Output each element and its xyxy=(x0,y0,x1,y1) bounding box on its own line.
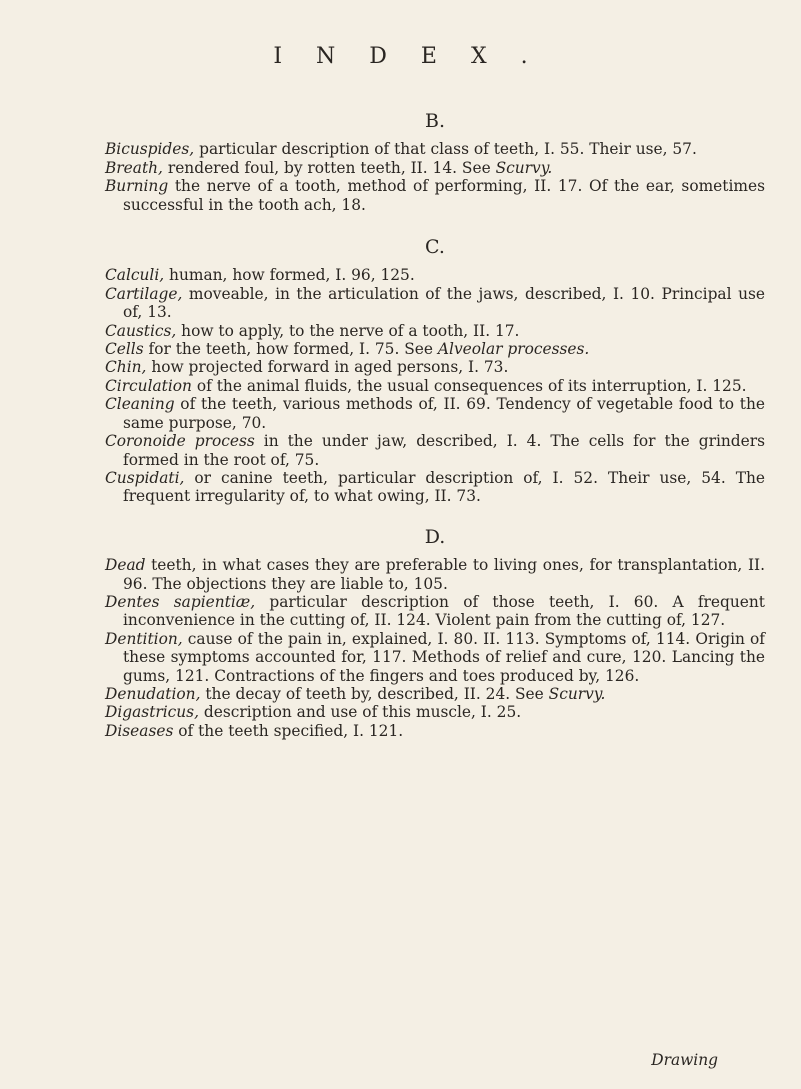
index-text: how projected forward in aged persons, I. 73. xyxy=(146,358,509,377)
index-section xyxy=(105,238,765,506)
cross-reference: Alveolar processes. xyxy=(437,340,590,359)
index-term: Breath, xyxy=(105,158,163,177)
index-text: cause of the pain in, explained, I. 80. II. 113. Symptoms of, 114. Origin of these symptoms accounted for, 117. Methods of relief and cure, 120. Lancing the gums, 121. Contractions of the fingers and toes produced by, 126. xyxy=(123,629,765,685)
index-term: Cartilage, xyxy=(105,284,183,303)
cross-reference: Scurvy. xyxy=(548,684,606,703)
index-entry xyxy=(105,556,765,593)
section-letter: B. xyxy=(424,110,445,132)
index-text: how to apply, to the nerve of a tooth, II. 17. xyxy=(176,321,520,340)
index-term: Coronoide process xyxy=(105,432,255,451)
see-prefix: See xyxy=(457,158,496,177)
index-text: rendered foul, by rotten teeth, II. 14. xyxy=(162,158,458,177)
index-term: Calculi, xyxy=(105,266,165,285)
see-prefix: See xyxy=(399,340,438,359)
index-text: of the animal fluids, the usual consequences of its interruption, I. 125. xyxy=(191,376,747,395)
index-term: Denudation, xyxy=(105,684,201,703)
index-term: Dentition, xyxy=(105,629,183,648)
index-entry xyxy=(105,266,765,284)
index-entry xyxy=(105,432,765,469)
see-prefix: See xyxy=(510,684,549,703)
index-term: Bicuspides, xyxy=(105,140,195,159)
index-entry xyxy=(105,358,765,376)
index-term: Cleaning xyxy=(105,395,175,414)
index-text: for the teeth, how formed, I. 75. xyxy=(143,340,400,359)
index-entry xyxy=(105,630,765,685)
index-entry xyxy=(105,722,765,740)
index-text: teeth, in what cases they are preferable to living ones, for transplantation, II. 96. The objections they are liable to, 105. xyxy=(123,556,765,593)
index-text: human, how formed, I. 96, 125. xyxy=(164,266,415,285)
index-term: Burning xyxy=(105,177,169,196)
index-text: moveable, in the articulation of the jaws, described, I. 10. Principal use of, 13. xyxy=(123,284,765,322)
index-text: in the under jaw, described, I. 4. The cells for the grinders formed in the root of, 75. xyxy=(123,432,765,469)
index-entry xyxy=(105,159,765,177)
index-text: particular description of that class of teeth, I. 55. Their use, 57. xyxy=(194,140,697,159)
index-term: Dead xyxy=(105,556,146,575)
index-entry xyxy=(105,285,765,322)
index-text: of the teeth specified, I. 121. xyxy=(173,721,404,740)
index-entry xyxy=(105,703,765,721)
index-entry xyxy=(105,377,765,395)
section-letter: D. xyxy=(424,525,446,548)
index-section xyxy=(105,525,765,740)
index-term: Cells xyxy=(105,340,144,359)
section-letter: C. xyxy=(425,236,445,259)
index-term: Caustics, xyxy=(105,321,177,340)
index-text: or canine teeth, particular description of, I. 52. Their use, 54. The frequent irregularity of, to what owing, II. 73. xyxy=(123,468,765,506)
index-term: Cuspidati, xyxy=(105,468,185,487)
index-entry xyxy=(105,140,765,158)
index-term: Circulation xyxy=(105,376,192,395)
index-entry xyxy=(105,395,765,432)
index-section xyxy=(105,112,765,214)
index-entry xyxy=(105,340,765,358)
catchword: Drawing xyxy=(651,1051,718,1069)
page-header: INDEX. xyxy=(273,44,562,69)
index-entry xyxy=(105,685,765,703)
index-text: of the teeth, various methods of, II. 69. Tendency of vegetable food to the same purpose, 70. xyxy=(123,395,765,432)
index-term: Chin, xyxy=(105,358,147,377)
cross-reference: Scurvy. xyxy=(495,158,553,177)
index-content xyxy=(105,112,765,740)
index-entry xyxy=(105,177,765,214)
index-term: Dentes sapientiæ, xyxy=(105,592,256,611)
index-entry xyxy=(105,593,765,630)
index-text: description and use of this muscle, I. 25. xyxy=(198,703,522,722)
index-entry xyxy=(105,469,765,506)
index-term: Diseases xyxy=(105,721,174,740)
index-text: the nerve of a tooth, method of performing, II. 17. Of the ear, sometimes successful in the tooth ach, 18. xyxy=(123,177,765,214)
index-text: the decay of teeth by, described, II. 24. xyxy=(200,684,511,703)
index-entry xyxy=(105,322,765,340)
index-term: Digastricus, xyxy=(105,703,199,722)
index-text: particular description of those teeth, I. 60. A frequent inconvenience in the cutting of, II. 124. Violent pain from the cutting of, 127. xyxy=(123,592,765,630)
